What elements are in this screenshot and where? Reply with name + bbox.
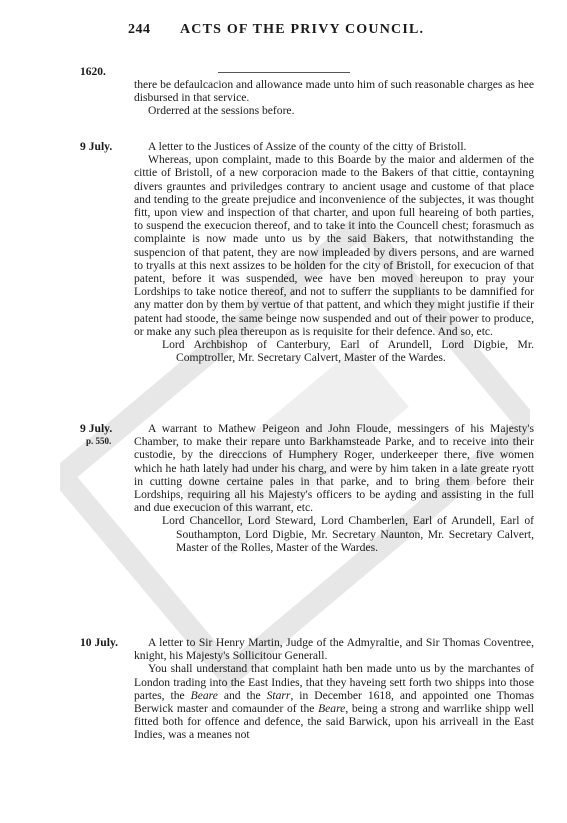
entry-heading: A warrant to Mathew Peigeon and John Floude, messingers of his Majesty's Chamber, to make their repare unto Barkhamsteade Parke, and to receive into their custodie, by the direccions of Humphery Roger, underkeeper there, five women which he hath lately had under his charg, and were by him taken in a late greate ryott in cutting downe certaine pales in that parke, and to bring them before their Lordships, requiring all his Majesty's officers to be ayding and assisting in the full and due execucion of this warrant, etc.: [134, 422, 534, 515]
intro-continuation: there be defaulcacion and allowance made unto him of such reasonable charges as hee disbursed in that service.: [134, 78, 534, 105]
entry-block: [134, 140, 534, 364]
running-head: ACTS OF THE PRIVY COUNCIL.: [180, 22, 425, 37]
entry-block: [134, 636, 534, 742]
signatories-text: Lord Chancellor, Lord Steward, Lord Chamberlen, Earl of Arundell, Earl of Southampton, Lord Digbie, Mr. Secretary Naunton, Mr. Secretary Calvert, Master of the Rolles, Master of the Wardes.: [162, 514, 534, 554]
ship-name: Starr: [266, 688, 291, 702]
entry-date: 9 July.: [80, 422, 113, 435]
intro-order-note: Orderred at the sessions before.: [148, 104, 295, 118]
entry-body: [134, 662, 534, 741]
entry-signatories: [134, 514, 534, 554]
ship-name: Beare: [190, 688, 218, 702]
entry-date: 9 July.: [80, 140, 113, 153]
intro-block: [134, 78, 534, 118]
entry-signatories: [134, 338, 534, 364]
page-number: 244: [128, 22, 151, 37]
entry-date: 10 July.: [80, 636, 119, 649]
body-text: and the: [217, 688, 267, 702]
entry-body: Whereas, upon complaint, made to this Boarde by the maior and aldermen of the cittie of Bristoll, of a new corporacion made to the Bakers of that cittie, contayning divers grauntes and priviledges contrary to ancient usage and custome of that place and tending to the greate prejudice and inconvenience of the subjectes, it was thought fitt, upon view and inspection of that charter, and upon full heareing of both parties, to suspend the execucion thereof, and to take it into the Councell chest; forasmuch as complainte is now made unto us by the said Bakers, that notwithstanding the suspencion of that patent, they are now impleaded by divers persons, and are warned to tryalls at this next assizes to be holden for the city of Bristoll, for execucion of that patent, before it was suspended, wee have ben moved hereupon to pray your Lordships to take notice thereof, and not to sufferr the suppliants to be damnified for any matter don by them by vertue of that pattent, and which they might justifie if their patent had stoode, the same beinge now suspended and out of their power to produce, or make any such plea thereupon as is requisite for their defence. And so, etc.: [134, 153, 534, 338]
entry-block: [134, 422, 534, 554]
body-text: , being a strong and warrlike shipp well fitted both for offence and defence, the said Barwick, upon his arriveall in the East Indies, was a meanes not: [134, 702, 535, 742]
signatories-text: Lord Archbishop of Canterbury, Earl of Arundell, Lord Digbie, Mr. Comptroller, Mr. Secretary Calvert, Master of the Wardes.: [162, 338, 534, 365]
body-text: You shall understand that complaint hath ben made unto us by the marchantes of London trading into the East Indies, that they haveing sett forth two shipps into those partes, the: [134, 662, 534, 702]
page-header: [0, 22, 567, 42]
entry-heading: A letter to Sir Henry Martin, Judge of the Admyraltie, and Sir Thomas Coventree, knight, his Majesty's Sollicitour Generall.: [134, 636, 534, 663]
ship-name: Beare: [318, 702, 346, 716]
margin-page-reference: p. 550.: [86, 436, 112, 446]
header-rule: [218, 72, 350, 73]
margin-year: 1620.: [80, 66, 106, 78]
body-text: , in December 1618, and appointed one Thomas Berwick master and comaunder of the: [134, 688, 534, 716]
entry-heading: A letter to the Justices of Assize of the county of the citty of Bristoll.: [148, 140, 467, 153]
